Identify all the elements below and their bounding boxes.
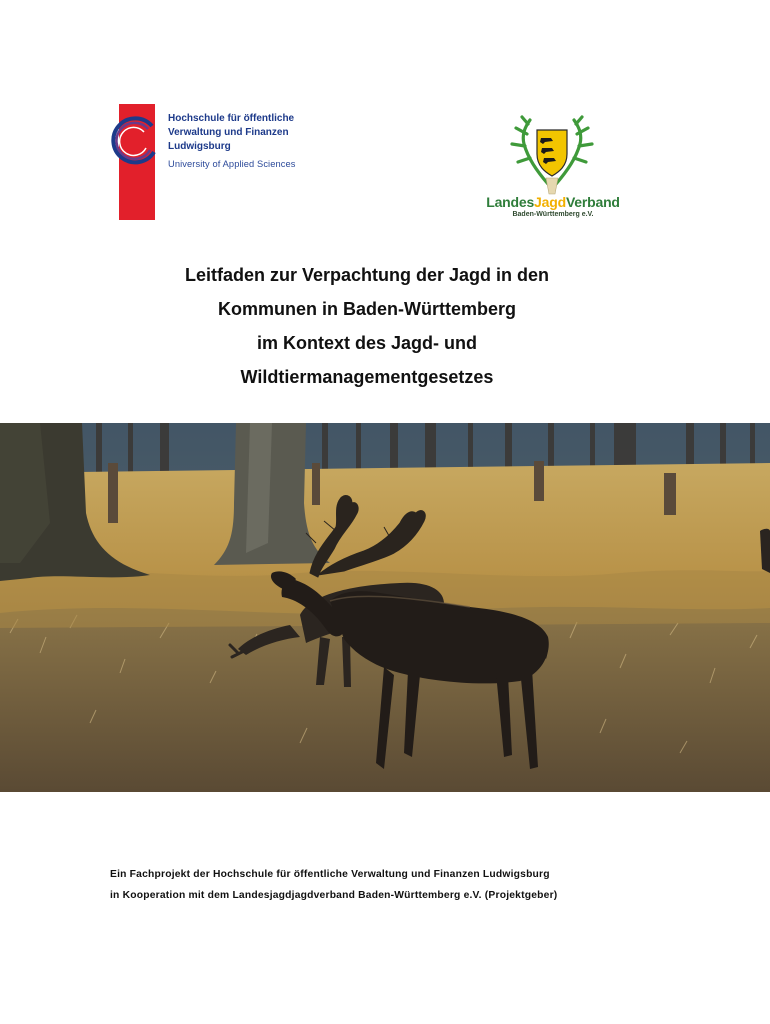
footer-line-2: in Kooperation mit dem Landesjagdjagdverband Baden-Württemberg e.V. (Projektgeber) [110,890,558,901]
hs-logo-subline: University of Applied Sciences [168,159,296,169]
title-line-4: Wildtiermanagementgesetzes [240,367,494,387]
ljv-name-part-2: Jagd [534,194,566,210]
landesjagdverband-logo [482,112,624,220]
ljv-name-part-1: Landes [486,194,535,210]
ljv-subline: Baden-Württemberg e.V. [512,211,594,218]
title-line-1: Leitfaden zur Verpachtung der Jagd in den [184,265,550,285]
hs-logo-line-3: Ludwigsburg [168,141,231,152]
deer-photo-illustration [0,423,770,792]
hs-logo-line-1: Hochschule für öffentliche [168,113,295,124]
ljv-name-part-3: Verband [565,194,620,210]
cover-photo-deer [0,423,770,792]
document-title [0,258,734,394]
hs-logo-line-2: Verwaltung und Finanzen [168,127,289,138]
footer-note [110,864,557,906]
hs-ludwigsburg-logo [108,102,308,220]
hs-logo-text [168,112,296,171]
antlers-shield-icon [510,114,594,196]
title-line-2: Kommunen in Baden-Württemberg [217,299,516,319]
footer-line-1: Ein Fachprojekt der Hochschule für öffentliche Verwaltung und Finanzen Ludwigsburg [110,869,550,880]
hs-logo-ring-icon [108,114,162,168]
title-line-3: im Kontext des Jagd- und [256,333,478,353]
ljv-name [482,194,624,210]
